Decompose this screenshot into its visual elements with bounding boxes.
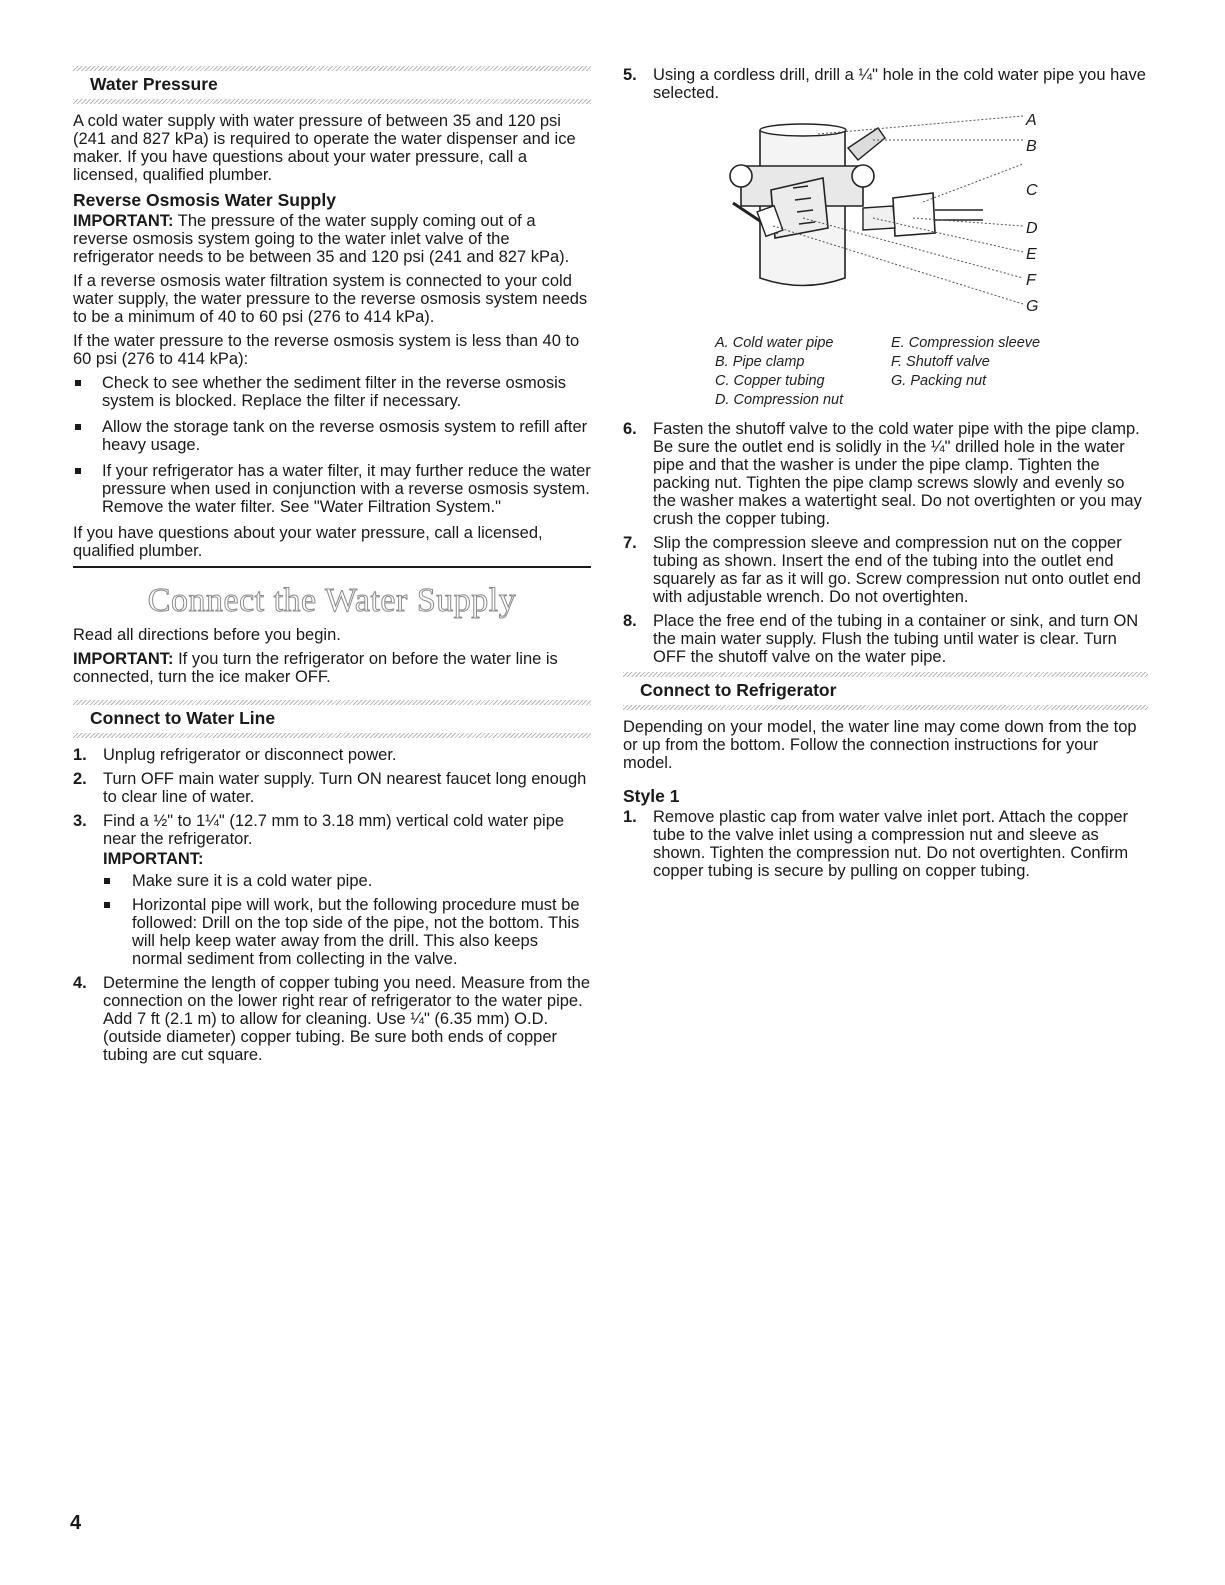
list-item-text: If your refrigerator has a water filter, it may further reduce the water pressure when used in conjunction with a reverse osmosis system. Remove the water filter. See "Water Filtration System."	[102, 462, 591, 516]
compression-nut	[893, 193, 935, 236]
callout-letter: E	[1026, 246, 1037, 263]
bullet-icon	[104, 878, 110, 884]
connect-water-line-steps	[73, 746, 591, 1064]
reverse-osmosis-important	[73, 212, 591, 266]
list-item-text: Horizontal pipe will work, but the following procedure must be followed: Drill on the top side of the pipe, not the bottom. This will help keep water away from the drill. This also keeps normal sediment from collecting in the valve.	[132, 896, 580, 968]
list-item-text: Make sure it is a cold water pipe.	[132, 872, 373, 890]
callout-letter: F	[1026, 272, 1036, 289]
clamp-bolt	[848, 128, 885, 160]
shutoff-valve-figure	[623, 108, 1148, 328]
connect-water-line-header	[73, 700, 591, 738]
water-pressure-closing: If you have questions about your water pressure, call a licensed, qualified plumber.	[73, 524, 543, 560]
left-column	[73, 66, 591, 1070]
step-item	[73, 974, 591, 1064]
legend-item: G. Packing nut	[891, 373, 987, 389]
step-text: Find a ½" to 1¼" (12.7 mm to 3.18 mm) vertical cold water pipe near the refrigerator.	[103, 812, 565, 848]
connect-refrigerator-heading: Connect to Refrigerator	[640, 680, 837, 700]
style-1-heading: Style 1	[623, 786, 680, 806]
drill-step	[623, 66, 1148, 102]
step-number: 4.	[73, 974, 87, 992]
water-pressure-header	[73, 66, 591, 104]
step-item	[623, 612, 1148, 666]
connect-water-line-heading: Connect to Water Line	[90, 708, 276, 728]
step-item	[623, 808, 1148, 880]
bullet-icon	[75, 380, 81, 386]
step-number: 5.	[623, 66, 637, 84]
reverse-osmosis-paragraph: If the water pressure to the reverse osmosis system is less than 40 to 60 psi (276 to 414 kPa):	[73, 332, 580, 368]
right-column	[623, 66, 1148, 886]
clamp-screw	[730, 165, 752, 187]
valve-install-steps	[623, 420, 1148, 666]
step-text: Place the free end of the tubing in a container or sink, and turn ON the main water supply. Flush the tubing until water is clear. Turn OFF the shutoff valve on the water pipe.	[653, 612, 1139, 666]
bullet-icon	[104, 902, 110, 908]
step-text: Remove plastic cap from water valve inlet port. Attach the copper tube to the valve inlet using a compression nut and sleeve as shown. Tighten the compression nut. Do not overtighten. Confirm copper tubing is secure by pulling on copper tubing.	[653, 808, 1129, 880]
style-1-steps	[623, 808, 1148, 880]
step-item	[623, 534, 1148, 606]
reverse-osmosis-heading: Reverse Osmosis Water Supply	[73, 190, 336, 210]
step-number: 1.	[73, 746, 87, 764]
step-item	[623, 66, 1148, 102]
clamp-screw	[852, 165, 874, 187]
hatch-divider	[73, 66, 591, 71]
step-text: Fasten the shutoff valve to the cold water pipe with the pipe clamp. Be sure the outlet end is solidly in the ¼" drilled hole in the water pipe and that the washer is under the pipe clamp. Tighten the packing nut. Tighten the pipe clamp screws slowly and evenly so the washer makes a watertight seal. Do not overtighten or you may crush the copper tubing.	[653, 420, 1142, 528]
legend-item	[891, 391, 1091, 410]
connect-refrigerator-header	[623, 672, 1148, 710]
list-item	[73, 462, 591, 516]
step3-important-label: IMPORTANT:	[103, 850, 204, 868]
step-number: 8.	[623, 612, 637, 630]
list-item	[102, 872, 591, 890]
step-text: Turn OFF main water supply. Turn ON nearest faucet long enough to clear line of water.	[103, 770, 587, 806]
step-text: Using a cordless drill, drill a ¼" hole in the cold water pipe you have selected.	[653, 66, 1146, 102]
legend-item: C. Copper tubing	[715, 373, 825, 389]
connect-supply-important	[73, 650, 591, 686]
water-pressure-paragraph: A cold water supply with water pressure of between 35 and 120 psi (241 and 827 kPa) is required to operate the water dispenser and ice maker. If you have questions about your water pressure, call a licensed, qualified plumber.	[73, 112, 576, 184]
section-rule	[73, 566, 591, 568]
hatch-divider	[73, 99, 591, 104]
hatch-divider	[623, 705, 1148, 710]
reverse-osmosis-bullet-list	[73, 374, 591, 516]
callout-letter: G	[1026, 298, 1039, 315]
page-number: 4	[70, 1512, 82, 1534]
callout-letter: A	[1026, 112, 1037, 129]
step-item	[623, 420, 1148, 528]
legend-item: E. Compression sleeve	[891, 335, 1041, 351]
legend-item: F. Shutoff valve	[891, 354, 990, 370]
callout-letter: D	[1026, 220, 1038, 237]
important-label: IMPORTANT:	[73, 212, 174, 230]
callout-letter: B	[1026, 138, 1037, 155]
reverse-osmosis-paragraph: If a reverse osmosis water filtration system is connected to your cold water supply, the water pressure to the reverse osmosis system needs to be a minimum of 40 to 60 psi (276 to 414 kPa).	[73, 272, 588, 326]
compression-sleeve	[863, 206, 895, 230]
list-item	[73, 374, 591, 410]
connect-refrigerator-paragraph: Depending on your model, the water line may come down from the top or up from the bottom. Follow the connection instructions for your model.	[623, 718, 1137, 772]
copper-tubing	[935, 210, 983, 220]
bullet-icon	[75, 468, 81, 474]
connect-supply-intro: Read all directions before you begin.	[73, 626, 341, 644]
important-text: If you turn the refrigerator on before the water line is connected, turn the ice maker OFF.	[73, 650, 558, 686]
connect-water-supply-title: Connect the Water Supply	[147, 582, 517, 619]
important-text: The pressure of the water supply coming out of a reverse osmosis system going to the water inlet valve of the refrigerator needs to be between 35 and 120 psi (241 and 827 kPa).	[73, 212, 570, 266]
step-text: Unplug refrigerator or disconnect power.	[103, 746, 397, 764]
hatch-divider	[73, 733, 591, 738]
figure-callout-letters	[1026, 108, 1056, 320]
bullet-icon	[75, 424, 81, 430]
callout-letter: C	[1026, 182, 1038, 199]
step-item	[73, 812, 591, 968]
step-number: 3.	[73, 812, 87, 830]
important-label: IMPORTANT:	[73, 650, 174, 668]
legend-item: D. Compression nut	[715, 392, 844, 408]
step-number: 6.	[623, 420, 637, 438]
hatch-divider	[623, 672, 1148, 677]
list-item	[102, 896, 591, 968]
water-pressure-heading: Water Pressure	[90, 74, 218, 94]
figure-legend	[715, 334, 1148, 410]
step-item	[73, 746, 591, 764]
shutoff-valve-illustration	[623, 108, 1148, 328]
step-item	[73, 770, 591, 806]
step-number: 7.	[623, 534, 637, 552]
step-text: Determine the length of copper tubing you need. Measure from the connection on the lower right rear of refrigerator to the water pipe. Add 7 ft (2.1 m) to allow for cleaning. Use ¼" (6.35 mm) O.D. (outside diameter) copper tubing. Be sure both ends of copper tubing are cut square.	[103, 974, 591, 1064]
list-item-text: Allow the storage tank on the reverse osmosis system to refill after heavy usage.	[102, 418, 588, 454]
list-item	[73, 418, 591, 454]
pipe-top	[760, 124, 846, 136]
legend-item: B. Pipe clamp	[715, 354, 805, 370]
step-number: 2.	[73, 770, 87, 788]
legend-item: A. Cold water pipe	[715, 335, 834, 351]
step-number: 1.	[623, 808, 637, 826]
hatch-divider	[73, 700, 591, 705]
list-item-text: Check to see whether the sediment filter in the reverse osmosis system is blocked. Replace the filter if necessary.	[102, 374, 567, 410]
step-text: Slip the compression sleeve and compression nut on the copper tubing as shown. Insert the end of the tubing into the outlet end squarely as far as it will go. Screw compression nut onto outlet end with adjustable wrench. Do not overtighten.	[653, 534, 1141, 606]
step3-bullet-list	[102, 872, 591, 968]
